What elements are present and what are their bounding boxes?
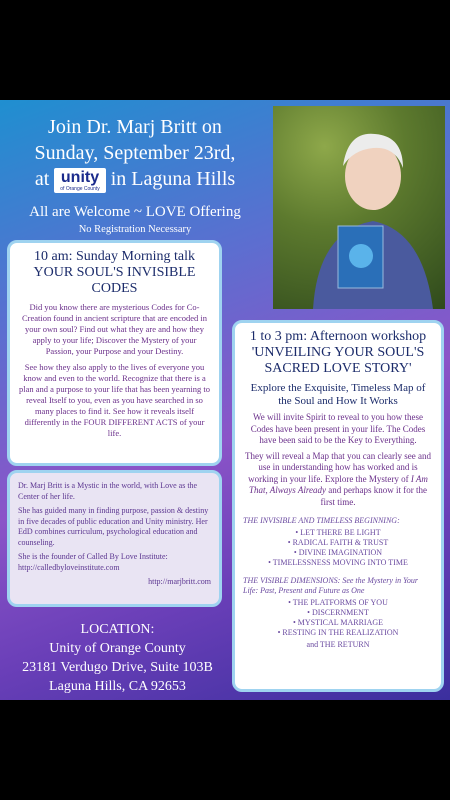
list-item: • RADICAL FAITH & TRUST — [243, 538, 433, 548]
section-invisible: THE INVISIBLE AND TIMELESS BEGINNING: — [243, 516, 400, 525]
section-visible: THE VISIBLE DIMENSIONS: See the Mystery in Your Life: Past, Present and Future as One — [243, 576, 419, 595]
location-block — [10, 620, 225, 696]
workshop-para-1: We will invite Spirit to reveal to you how these Codes have been present in your life. The Codes have been said to be the Key to Everything. — [250, 412, 426, 445]
list-visible — [243, 598, 433, 638]
list-item: • THE PLATFORMS OF YOU — [243, 598, 433, 608]
workshop-heading: 1 to 3 pm: Afternoon workshop — [249, 329, 427, 344]
bio-line-2: She has guided many in finding purpose, passion & destiny in five decades of public education and Unity ministry. Her EdD combines curriculum, psychological education and counseling. — [18, 506, 209, 547]
list-item: • RESTING IN THE REALIZATION — [243, 628, 433, 638]
title-line-1: Join Dr. Marj Britt on — [48, 116, 222, 138]
list-item: • TIMELESSNESS MOVING INTO TIME — [243, 558, 433, 568]
unity-logo — [54, 168, 105, 193]
no-registration-text: No Registration Necessary — [78, 224, 192, 235]
workshop-para-2a: They will reveal a Map that you can clearly see and use in understanding how has worked and is working in your life. Explore the Mystery of — [245, 450, 431, 484]
list-item: • DISCERNMENT — [243, 608, 433, 618]
morning-talk-card — [7, 240, 222, 466]
morning-para-1: Did you know there are mysterious Codes for Co-Creation found in ancient scripture that are encoded in your own soul? Find out what they are and how they apply to your life; Discover the Mystery of your Passion, your Purpose and your Destiny. — [21, 302, 208, 356]
workshop-para-2 — [243, 451, 433, 509]
morning-heading: 10 am: Sunday Morning talk — [34, 249, 195, 264]
location-label: LOCATION: — [80, 622, 155, 637]
speaker-photo-illustration — [273, 106, 445, 309]
workshop-last: and THE RETURN — [306, 640, 370, 649]
bio-line-1: Dr. Marj Britt is a Mystic in the world, with Love as the Center of her life. — [18, 481, 198, 501]
title-line-3 — [0, 166, 270, 193]
workshop-subheading: Explore the Exquisite, Timeless Map of the Soul and How It Works — [250, 382, 426, 407]
welcome-text: All are Welcome ~ LOVE Offering — [29, 204, 241, 220]
workshop-para-2b: I Am That, Always Already — [248, 473, 428, 495]
list-item: • MYSTICAL MARRIAGE — [243, 618, 433, 628]
bio-line-3: She is the founder of Called By Love Institute: http://calledbyloveinstitute.com — [18, 552, 168, 572]
title-line-2: Sunday, September 23rd, — [34, 142, 236, 164]
morning-title: YOUR SOUL'S INVISIBLE CODES — [33, 265, 196, 296]
event-flyer — [0, 100, 450, 700]
speaker-photo — [273, 106, 445, 309]
morning-para-2: See how they also apply to the lives of everyone you know and even to the world. Recognize that there is a plan and a purpose to your life that has been yearning to reveal Itself to you, even as you have searched in so many places to find it. See how it reveals itself differently in the FOUR DIFFERENT ACTS of your life. — [19, 362, 210, 438]
list-item: • LET THERE BE LIGHT — [243, 528, 433, 538]
workshop-para-2c: and perhaps know it for the first time. — [320, 485, 428, 507]
location-city: Laguna Hills, CA 92653 — [49, 679, 186, 694]
logo-main-text: unity — [60, 168, 100, 186]
workshop-title: 'UNVEILING YOUR SOUL'S SACRED LOVE STORY' — [251, 345, 425, 376]
title-place: in Laguna Hills — [110, 168, 236, 190]
location-address: 23181 Verdugo Drive, Suite 103B — [22, 660, 213, 675]
event-title — [0, 114, 270, 193]
logo-sub-text: of Orange County — [60, 185, 100, 192]
location-name: Unity of Orange County — [49, 641, 186, 656]
bio-website: http://marjbritt.com — [148, 577, 211, 586]
title-at: at — [34, 168, 50, 190]
list-item: • DIVINE IMAGINATION — [243, 548, 433, 558]
workshop-card — [232, 320, 444, 692]
bio-card — [7, 470, 222, 607]
list-invisible — [243, 528, 433, 568]
